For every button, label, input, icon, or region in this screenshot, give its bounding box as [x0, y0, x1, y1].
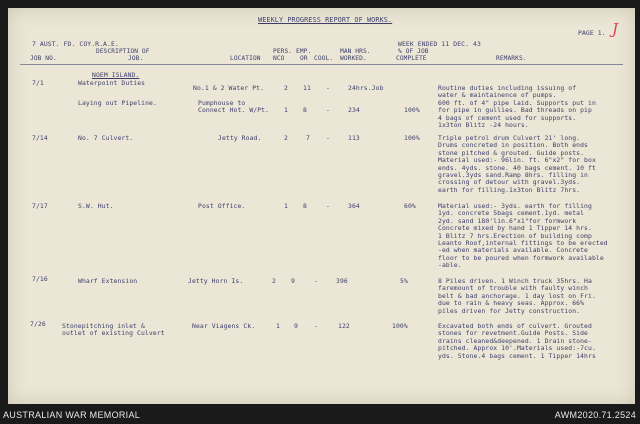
- col-description-1: DESCRIPTION OF: [96, 48, 150, 55]
- table-row-desc: S.W. Hut.: [78, 202, 114, 210]
- table-row-job: 7/14: [32, 134, 48, 142]
- table-row-pct: 60%: [404, 202, 416, 210]
- col-manhrs-1: MAN HRS.: [340, 48, 371, 55]
- table-row-or: 9: [291, 277, 295, 285]
- table-row-nco: 1: [284, 202, 288, 210]
- table-row-nco: 2: [272, 277, 276, 285]
- table-row-remarks: Routine duties including issuing of water & maintainence of pumps.: [438, 84, 577, 100]
- table-row-job: 7/16: [32, 275, 48, 283]
- col-manhrs-2: WORKED.: [340, 55, 367, 62]
- col-coolie: COOL.: [314, 55, 334, 62]
- table-row-nco: 1: [276, 322, 280, 330]
- table-row-or: 11: [303, 84, 311, 92]
- report-title: WEEKLY PROGRESS REPORT OF WORKS.: [258, 16, 393, 24]
- table-row-remarks: 8 Piles driven. 1 Winch truck 35hrs. Ha faremount of trouble with faulty winch belt & bad anchorage. 1 day lost on Fri. due to rain & heavy seas. Approx. 66% piles driven for Jetty construction.: [438, 277, 596, 315]
- table-row-nco: 1: [284, 106, 288, 114]
- table-row-hrs: 396: [336, 277, 348, 285]
- table-row-desc: Waterpoint Duties: [78, 79, 146, 87]
- table-row-cool: -: [326, 106, 330, 114]
- table-row-desc: No. 7 Culvert.: [78, 134, 134, 142]
- table-row-job: 7/26: [30, 320, 46, 328]
- page-number: PAGE 1.: [578, 29, 606, 37]
- table-row-cool: -: [326, 84, 330, 92]
- table-row-nco: 2: [284, 84, 288, 92]
- table-row-location: Near Viagens Ck.: [192, 322, 256, 330]
- table-row-hrs: 122: [338, 322, 350, 330]
- table-row-remarks: 600 ft. of 4" pipe laid. Supports put in for pipe in gullies. Bad threads on pip 4 bags of cement used for supports. 1x3ton Blitz -24 hours.: [438, 99, 596, 130]
- col-location: LOCATION: [230, 55, 261, 62]
- table-row-job: 7/17: [32, 202, 48, 210]
- table-row-desc: Stonepitching inlet & outlet of existing Culvert: [62, 322, 165, 338]
- table-row-remarks: Material used:- 3yds. earth for filling 1yd. concrete 5bags cement.1yd. metal 2yd. sand 180'lin.6"x1"for formwork Concrete mixed by hand 1 Tipper 14 hrs. 1 Blitz 7 hrs.Erection of building comp Leanto Roof,internal fittings to be erected -ed when materials available. Concrete floor to be poured when formwork available -able.: [438, 202, 608, 270]
- table-row-cool: -: [326, 134, 330, 142]
- table-row-pct: 100%: [404, 106, 420, 114]
- handwritten-mark: J: [612, 20, 619, 38]
- col-description-2: JOB.: [128, 55, 144, 62]
- archive-reference: AWM2020.71.2524: [554, 410, 636, 420]
- table-row-hrs: 364: [348, 202, 360, 210]
- table-row-remarks: Triple petrol drum Culvert 21' long. Drums concreted in position. Both ends stone pitched & grouted. Guide posts. Material used:- 96lin. ft. 6"x2" for box ends. 4yds. stone. 40 bags cement. 10 ft gravel.3yds sand.Ramp 8hrs. filling in crossing of detour with gravel.3yds. earth for filling.1x3ton Blitz 7hrs.: [438, 134, 596, 194]
- table-row-or: 8: [303, 106, 307, 114]
- col-pers-2: NCO: [273, 55, 285, 62]
- table-row-nco: 2: [284, 134, 288, 142]
- header-rule: [20, 64, 623, 65]
- table-row-cool: -: [314, 277, 318, 285]
- table-row-hrs: 234: [348, 106, 360, 114]
- table-row-pct: 100%: [392, 322, 408, 330]
- document-page: [8, 8, 635, 404]
- table-row-or: 7: [306, 134, 310, 142]
- table-row-location: Jetty Horn Is.: [188, 277, 244, 285]
- table-row-pct: 5%: [400, 277, 408, 285]
- week-ended: WEEK ENDED 11 DEC. 43: [398, 40, 481, 48]
- archive-credit: AUSTRALIAN WAR MEMORIAL: [3, 410, 141, 420]
- table-row-location: Jetty Road.: [218, 134, 262, 142]
- table-row-hrs: 24hrs.Job: [348, 84, 384, 92]
- table-row-desc: Wharf Extension: [78, 277, 138, 285]
- table-row-or: 8: [303, 202, 307, 210]
- company-name: 7 AUST. FD. COY.R.A.E.: [32, 40, 119, 48]
- table-row-desc: Laying out Pipeline.: [78, 99, 157, 107]
- col-job-no: JOB NO.: [30, 55, 57, 62]
- table-row-or: 9: [294, 322, 298, 330]
- col-percent-2: COMPLETE: [396, 55, 427, 62]
- table-row-hrs: 113: [348, 134, 360, 142]
- table-row-location: Post Office.: [198, 202, 246, 210]
- table-row-cool: -: [326, 202, 330, 210]
- section-heading: NOEM ISLAND.: [92, 71, 140, 79]
- table-row-cool: -: [314, 322, 318, 330]
- table-row-location: No.1 & 2 Water Pt.: [193, 84, 265, 92]
- table-row-pct: 100%: [404, 134, 420, 142]
- table-row-remarks: Excavated both ends of culvert. Grouted stones for revetment.Guide Posts. Side drains cleaned&deepened. 1 Drain stone- pitched. Approx 10'.Materials used:-7cu. yds. Stone.4 bags cement. 1 Tipper 14hrs: [438, 322, 596, 360]
- table-row-job: 7/1: [32, 79, 44, 87]
- table-row-location: Pumphouse to Connect Hot. W/Pt.: [198, 99, 270, 115]
- col-percent-1: % OF JOB: [398, 48, 429, 55]
- col-remarks: REMARKS.: [496, 55, 527, 62]
- col-emp-2: OR: [300, 55, 308, 62]
- col-emp-1: EMP.: [296, 48, 312, 55]
- col-pers-1: PERS.: [273, 48, 293, 55]
